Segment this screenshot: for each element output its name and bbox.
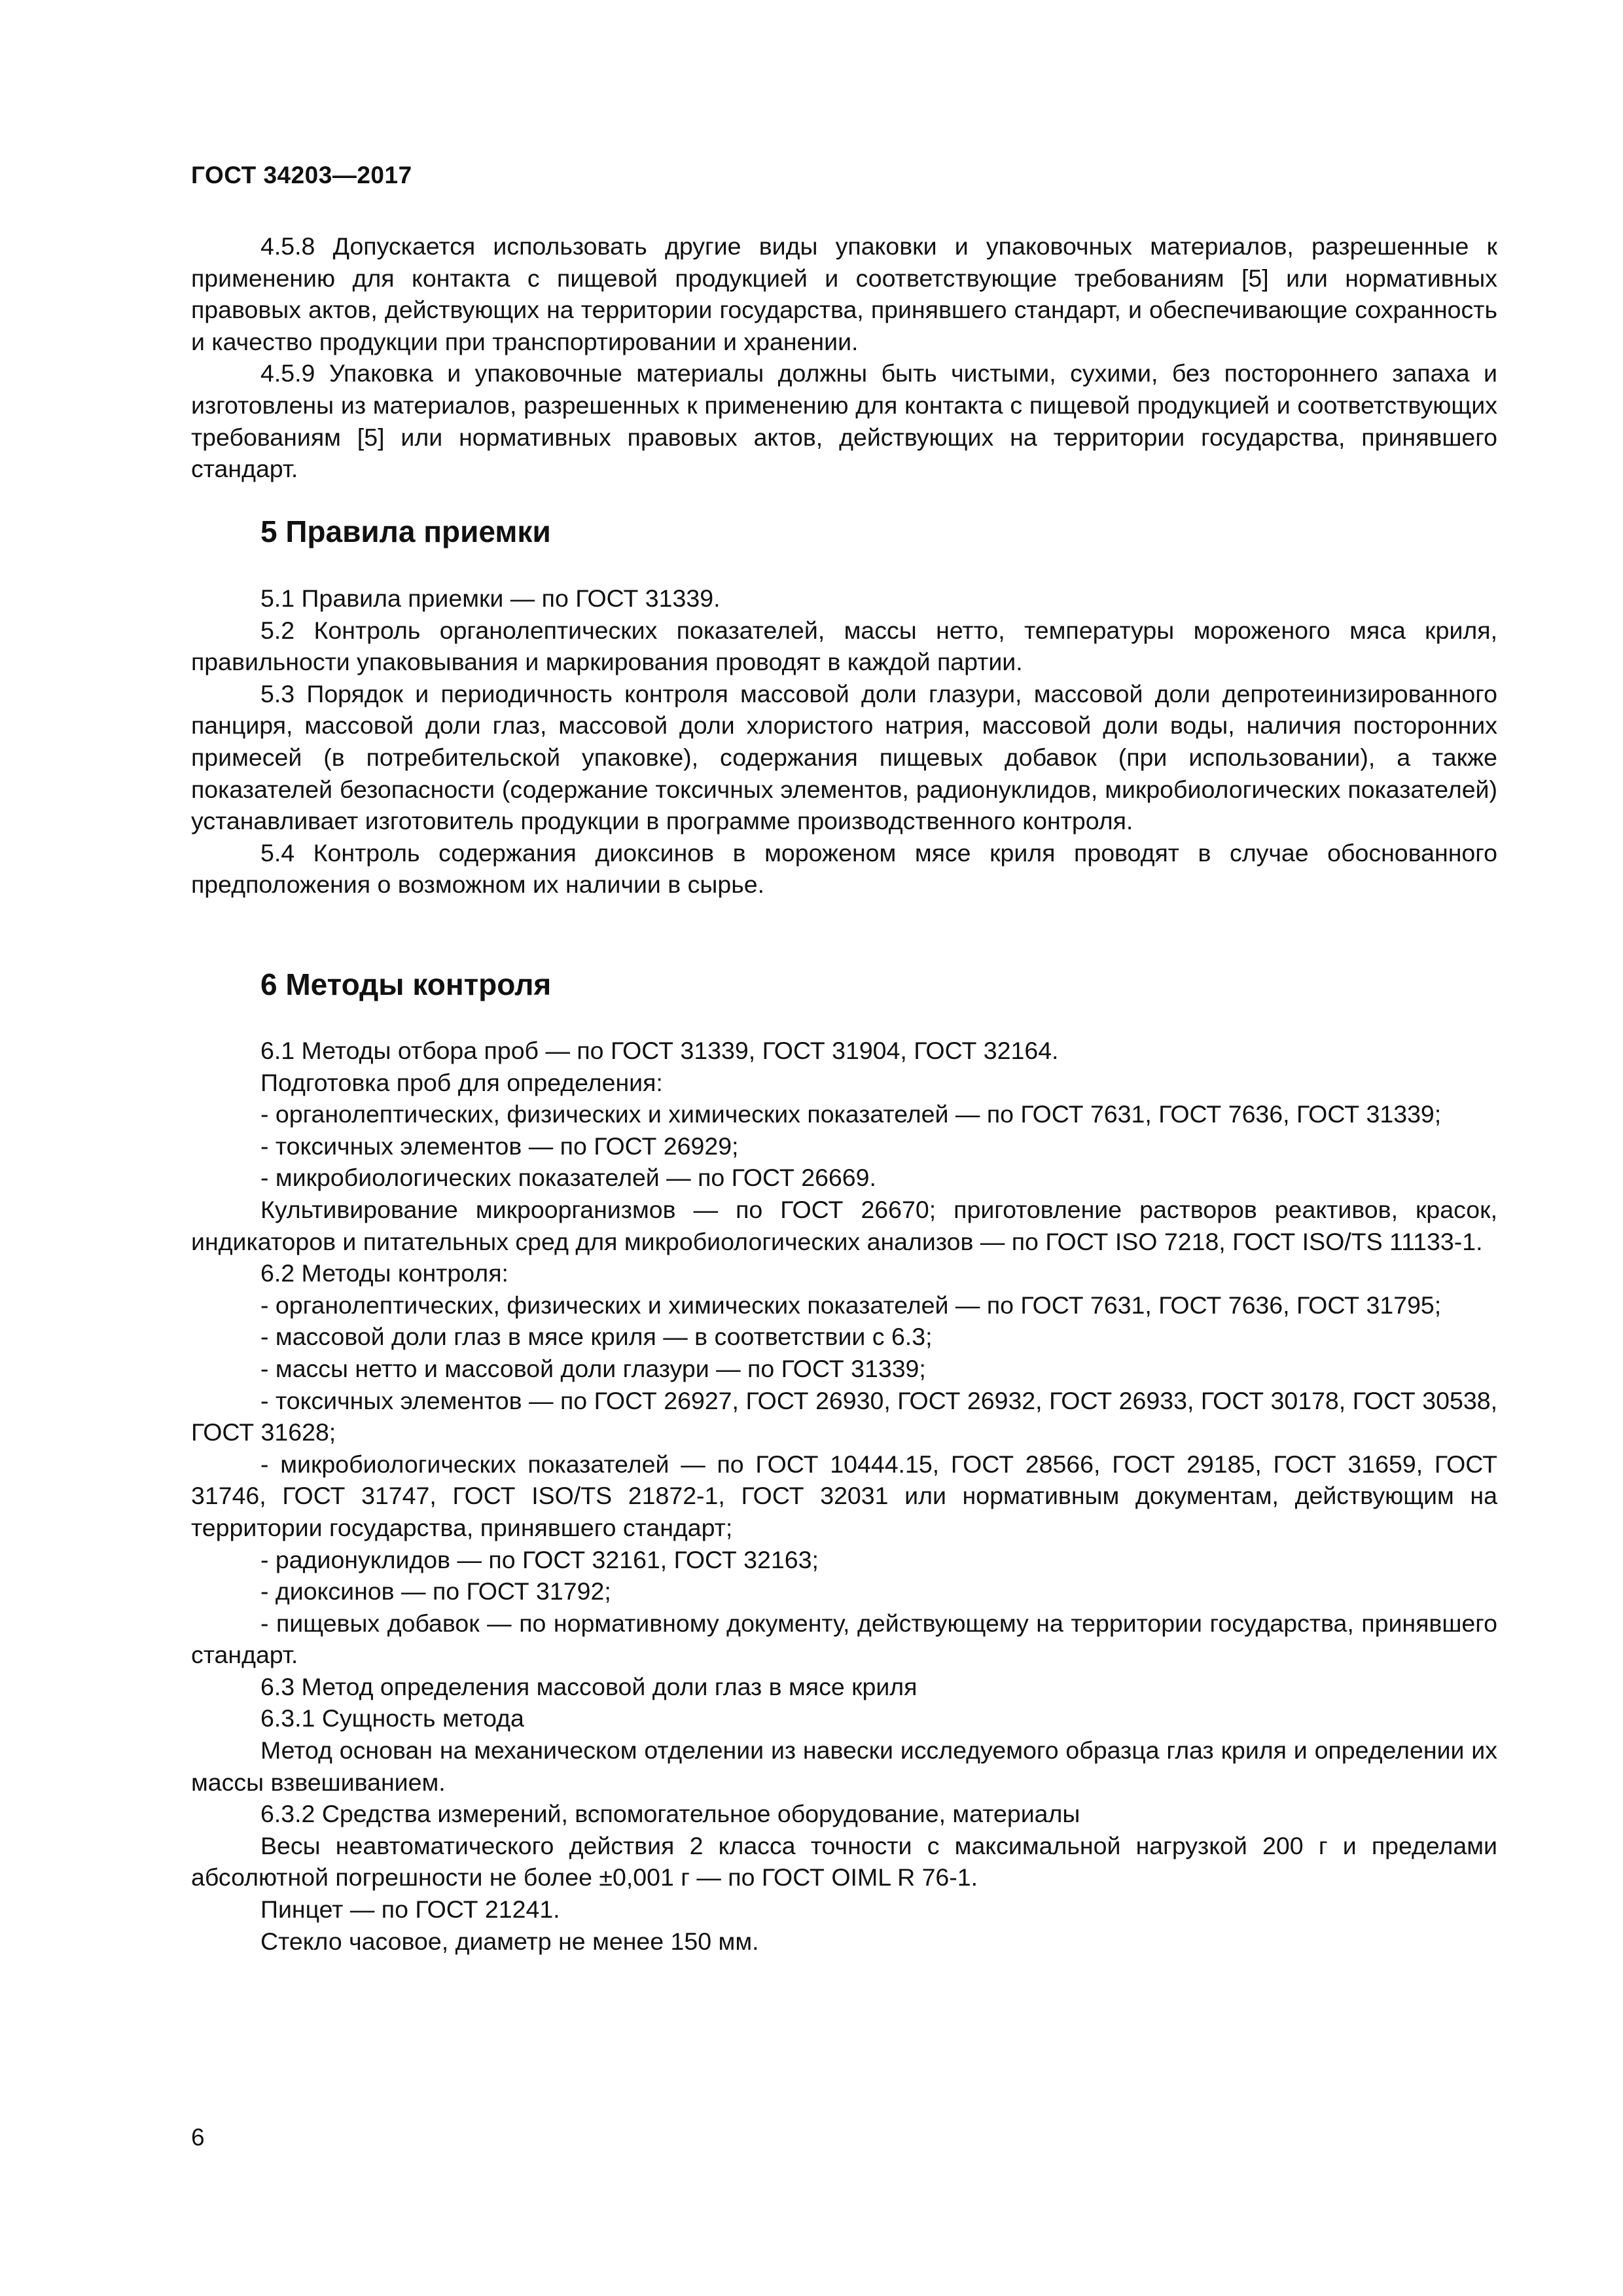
paragraph: 5.3 Порядок и периодичность контроля массовой доли глазури, массовой доли депротеинизированного панциря, массовой доли глаз, массовой доли хлористого натрия, массовой доли воды, наличия посторонних примесей (в потребительской упаковке), содержания пищевых добавок (при использовании), а также показателей безопасности (содержание токсичных элементов, радионуклидов, микробиологических показателей) устанавливает изготовитель продукции в программе производственного контроля. xyxy=(191,679,1497,835)
list-item: - пищевых добавок — по нормативному документу, действующему на территории государства, принявшего стандарт. xyxy=(191,1609,1497,1669)
section-heading: 6 Методы контроля xyxy=(260,967,552,1001)
list-item: - диоксинов — по ГОСТ 31792; xyxy=(260,1577,611,1605)
list-item: - радионуклидов — по ГОСТ 32161, ГОСТ 32163; xyxy=(260,1545,819,1573)
page-number: 6 xyxy=(191,2124,205,2151)
list-item: - токсичных элементов — по ГОСТ 26927, ГОСТ 26930, ГОСТ 26932, ГОСТ 26933, ГОСТ 30178, ГОСТ 30538, ГОСТ 31628; xyxy=(191,1386,1497,1446)
paragraph: Пинцет — по ГОСТ 21241. xyxy=(260,1895,560,1924)
paragraph: Весы неавтоматического действия 2 класса точности с максимальной нагрузкой 200 г и пределами абсолютной погрешности не более ±0,001 г — по ГОСТ OIML R 76-1. xyxy=(191,1831,1497,1892)
paragraph: Стекло часовое, диаметр не менее 150 мм. xyxy=(260,1927,759,1955)
paragraph: 5.1 Правила приемки — по ГОСТ 31339. xyxy=(260,584,721,612)
list-item: - микробиологических показателей — по ГОСТ 10444.15, ГОСТ 28566, ГОСТ 29185, ГОСТ 31659, ГОСТ 31746, ГОСТ 31747, ГОСТ ISO/TS 21872-1, ГОСТ 32031 или нормативным документам, действующим на территории государства, принявшего стандарт; xyxy=(191,1450,1497,1541)
paragraph-4-5-9: 4.5.9 Упаковка и упаковочные материалы должны быть чистыми, сухими, без постороннего запаха и изготовлены из материалов, разрешенных к применению для контакта с пищевой продукцией и соответствующих требованиям [5] или нормативных правовых актов, действующих на территории государства, принявшего стандарт. xyxy=(191,359,1497,483)
paragraph: Метод основан на механическом отделении из навески исследуемого образца глаз криля и определении их массы взвешиванием. xyxy=(191,1736,1497,1796)
list-item: - органолептических, физических и химических показателей — по ГОСТ 7631, ГОСТ 7636, ГОСТ 31339; xyxy=(260,1100,1442,1128)
subsection-title: 6.3.1 Сущность метода xyxy=(260,1704,524,1732)
paragraph: 5.2 Контроль органолептических показателей, массы нетто, температуры мороженого мяса криля, правильности упаковывания и маркирования проводят в каждой партии. xyxy=(191,616,1497,676)
paragraph: 5.4 Контроль содержания диоксинов в мороженом мясе криля проводят в случае обоснованного предположения о возможном их наличии в сырье. xyxy=(191,838,1497,899)
section-6-heading-wrap xyxy=(191,965,1497,1004)
list-item: - органолептических, физических и химических показателей — по ГОСТ 7631, ГОСТ 7636, ГОСТ 31795; xyxy=(260,1291,1442,1319)
section-6-body xyxy=(191,1035,1497,1957)
section-5-heading-wrap xyxy=(191,512,1497,551)
list-item: - массовой доли глаз в мясе криля — в соответствии с 6.3; xyxy=(260,1323,933,1351)
section-4-continuation xyxy=(191,230,1497,485)
paragraph: 6.2 Методы контроля: xyxy=(260,1259,508,1287)
subsection-title: 6.3 Метод определения массовой доли глаз в мясе криля xyxy=(260,1672,918,1700)
list-item: - токсичных элементов — по ГОСТ 26929; xyxy=(260,1132,739,1160)
running-head-standard-id: ГОСТ 34203—2017 xyxy=(191,162,412,188)
list-item: - массы нетто и массовой доли глазури — по ГОСТ 31339; xyxy=(260,1354,926,1382)
subsection-title: 6.3.2 Средства измерений, вспомогательное оборудование, материалы xyxy=(260,1800,1080,1828)
section-5-body xyxy=(191,583,1497,901)
paragraph: 6.1 Методы отбора проб — по ГОСТ 31339, ГОСТ 31904, ГОСТ 32164. xyxy=(260,1037,1059,1064)
section-heading: 5 Правила приемки xyxy=(260,514,551,548)
paragraph-4-5-8: 4.5.8 Допускается использовать другие виды упаковки и упаковочных материалов, разрешенные к применению для контакта с пищевой продукцией и соответствующие требованиям [5] или нормативных правовых актов, действующих на территории государства, принявшего стандарт, и обеспечивающие сохранность и качество продукции при транспортировании и хранении. xyxy=(191,232,1497,355)
paragraph: Подготовка проб для определения: xyxy=(260,1068,663,1096)
paragraph: Культивирование микроорганизмов — по ГОСТ 26670; приготовление растворов реактивов, красок, индикаторов и питательных сред для микробиологических анализов — по ГОСТ ISO 7218, ГОСТ ISO/TS 11133-1. xyxy=(191,1195,1497,1255)
list-item: - микробиологических показателей — по ГОСТ 26669. xyxy=(260,1164,876,1192)
